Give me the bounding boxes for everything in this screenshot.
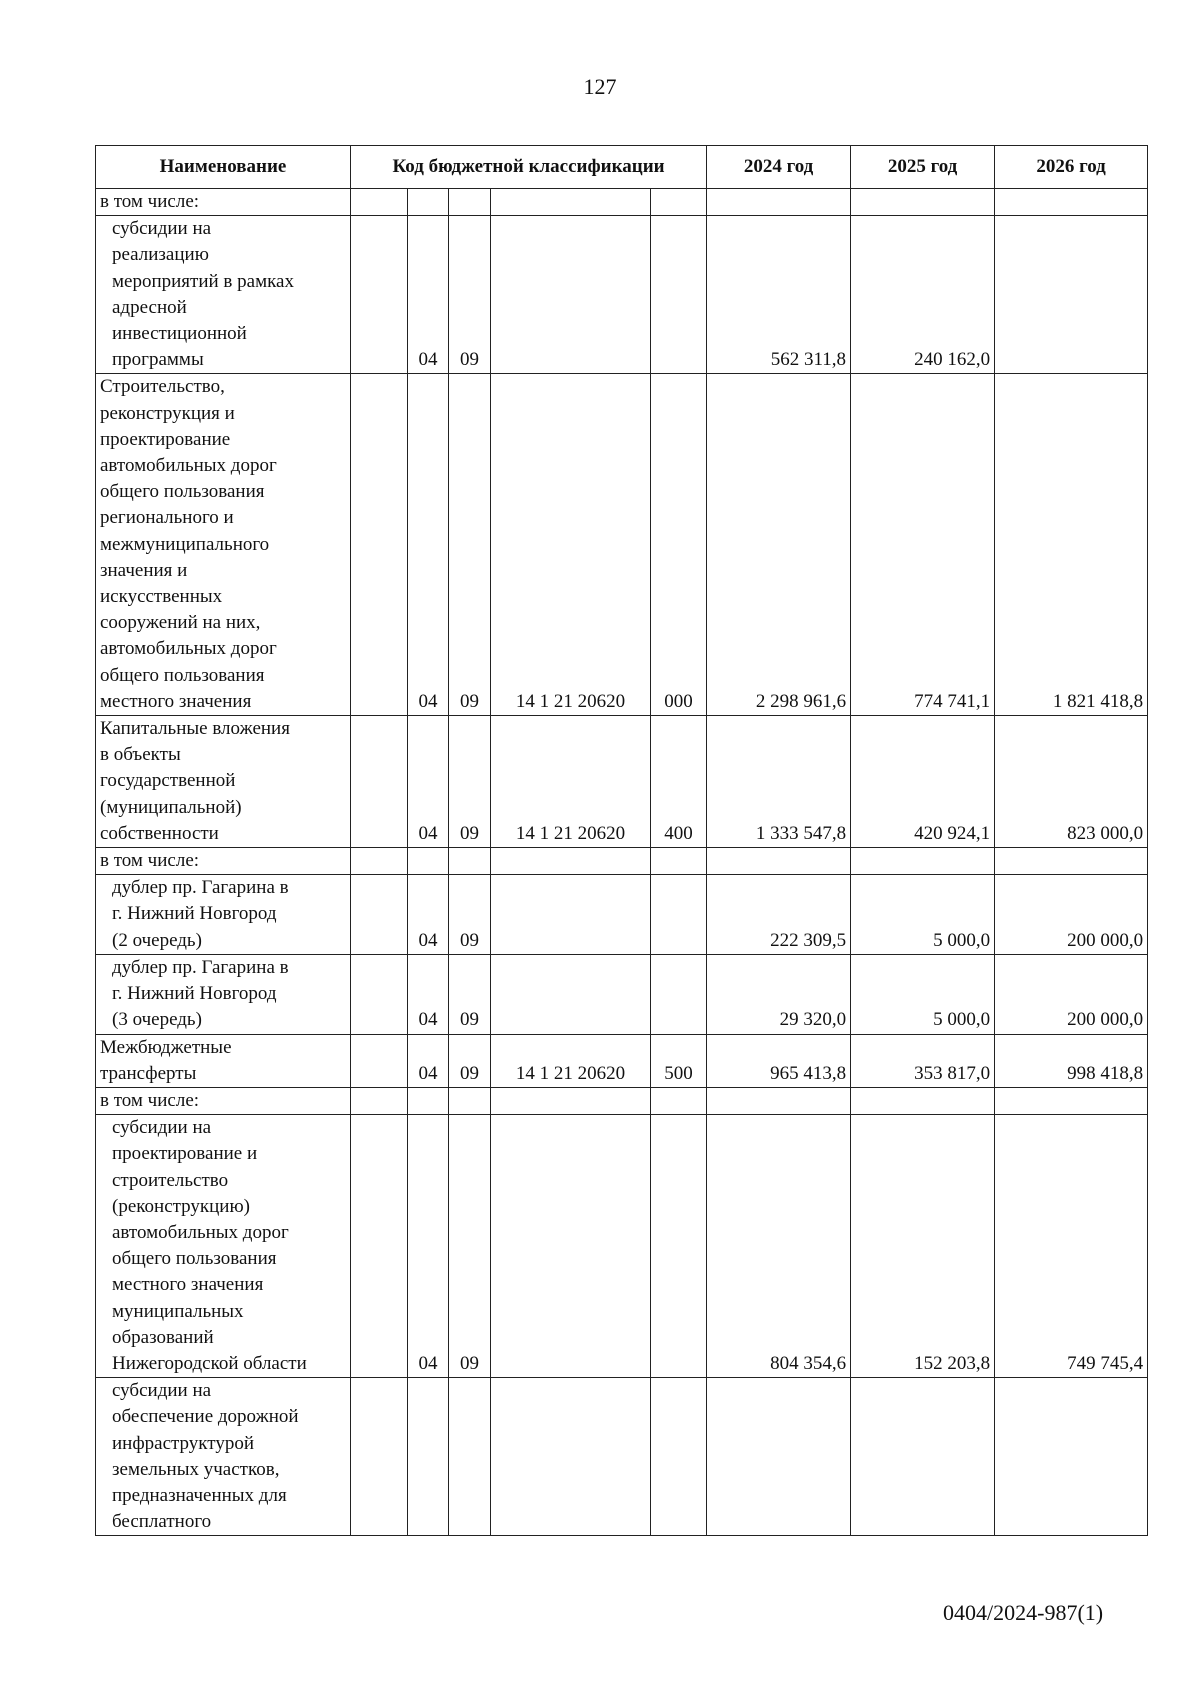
- value-2026: 1 821 418,8: [995, 374, 1148, 716]
- code-subsection: 09: [449, 1115, 491, 1378]
- code-target-article: [491, 1115, 651, 1378]
- value-2025: 5 000,0: [851, 875, 995, 955]
- code-expense-type: [651, 954, 707, 1034]
- code-section: 04: [408, 1034, 449, 1087]
- code-subsection: 09: [449, 875, 491, 955]
- code-expense-type: [651, 1115, 707, 1378]
- code-part-1: [351, 1087, 408, 1114]
- value-2024: [707, 1378, 851, 1536]
- value-2025: [851, 1378, 995, 1536]
- code-subsection: [449, 1378, 491, 1536]
- code-section: 04: [408, 954, 449, 1034]
- value-2025: 774 741,1: [851, 374, 995, 716]
- code-expense-type: [651, 1087, 707, 1114]
- code-subsection: 09: [449, 954, 491, 1034]
- code-part-1: [351, 1378, 408, 1536]
- value-2025: 152 203,8: [851, 1115, 995, 1378]
- code-part-1: [351, 716, 408, 848]
- code-section: 04: [408, 716, 449, 848]
- row-name: в том числе:: [96, 1087, 351, 1114]
- code-expense-type: [651, 216, 707, 374]
- value-2025: 420 924,1: [851, 716, 995, 848]
- value-2024: [707, 1087, 851, 1114]
- code-subsection: 09: [449, 216, 491, 374]
- value-2024: 29 320,0: [707, 954, 851, 1034]
- code-target-article: [491, 216, 651, 374]
- value-2026: [995, 848, 1148, 875]
- document-code: 0404/2024-987(1): [943, 1600, 1104, 1625]
- value-2026: 823 000,0: [995, 716, 1148, 848]
- table-header-row: [96, 146, 1148, 189]
- header-budget-code: Код бюджетной классификации: [351, 146, 707, 189]
- value-2025: [851, 189, 995, 216]
- code-part-1: [351, 954, 408, 1034]
- code-target-article: [491, 189, 651, 216]
- code-expense-type: 400: [651, 716, 707, 848]
- code-expense-type: [651, 1378, 707, 1536]
- code-subsection: 09: [449, 1034, 491, 1087]
- code-target-article: 14 1 21 20620: [491, 1034, 651, 1087]
- code-subsection: [449, 1087, 491, 1114]
- row-name: субсидии на реализацию мероприятий в рамках адресной инвестиционной программы: [96, 216, 351, 374]
- code-section: [408, 848, 449, 875]
- value-2024: 222 309,5: [707, 875, 851, 955]
- code-section: [408, 1378, 449, 1536]
- code-expense-type: [651, 875, 707, 955]
- table-row: [96, 1034, 1148, 1087]
- row-name: дублер пр. Гагарина в г. Нижний Новгород (2 очередь): [96, 875, 351, 955]
- code-expense-type: [651, 189, 707, 216]
- table-row: [96, 954, 1148, 1034]
- code-section: [408, 1087, 449, 1114]
- code-section: 04: [408, 875, 449, 955]
- value-2026: [995, 1087, 1148, 1114]
- row-name: дублер пр. Гагарина в г. Нижний Новгород (3 очередь): [96, 954, 351, 1034]
- code-section: [408, 189, 449, 216]
- value-2026: [995, 216, 1148, 374]
- code-target-article: [491, 848, 651, 875]
- value-2025: 353 817,0: [851, 1034, 995, 1087]
- code-part-1: [351, 875, 408, 955]
- code-part-1: [351, 189, 408, 216]
- code-subsection: 09: [449, 716, 491, 848]
- code-subsection: 09: [449, 374, 491, 716]
- code-part-1: [351, 1034, 408, 1087]
- value-2024: [707, 189, 851, 216]
- value-2025: 240 162,0: [851, 216, 995, 374]
- table-row: [96, 374, 1148, 716]
- code-expense-type: 000: [651, 374, 707, 716]
- code-part-1: [351, 216, 408, 374]
- header-2024: 2024 год: [707, 146, 851, 189]
- value-2024: 2 298 961,6: [707, 374, 851, 716]
- table-row: [96, 716, 1148, 848]
- header-name: Наименование: [96, 146, 351, 189]
- table-row: [96, 875, 1148, 955]
- code-expense-type: [651, 848, 707, 875]
- code-part-1: [351, 374, 408, 716]
- code-target-article: 14 1 21 20620: [491, 374, 651, 716]
- row-name: Строительство, реконструкция и проектирование автомобильных дорог общего пользования регионального и межмуниципального значения и искусственных сооружений на них, автомобильных дорог общего пользования местного значения: [96, 374, 351, 716]
- header-2025: 2025 год: [851, 146, 995, 189]
- row-name: в том числе:: [96, 189, 351, 216]
- code-subsection: [449, 189, 491, 216]
- table-row: [96, 189, 1148, 216]
- row-name: субсидии на обеспечение дорожной инфраструктурой земельных участков, предназначенных для бесплатного: [96, 1378, 351, 1536]
- code-target-article: [491, 1087, 651, 1114]
- row-name: Капитальные вложения в объекты государственной (муниципальной) собственности: [96, 716, 351, 848]
- code-part-1: [351, 848, 408, 875]
- code-target-article: [491, 954, 651, 1034]
- value-2024: 1 333 547,8: [707, 716, 851, 848]
- value-2026: [995, 1378, 1148, 1536]
- row-name: в том числе:: [96, 848, 351, 875]
- code-section: 04: [408, 1115, 449, 1378]
- value-2025: 5 000,0: [851, 954, 995, 1034]
- budget-table: [95, 145, 1148, 1536]
- value-2024: 804 354,6: [707, 1115, 851, 1378]
- value-2026: 998 418,8: [995, 1034, 1148, 1087]
- row-name: Межбюджетные трансферты: [96, 1034, 351, 1087]
- value-2025: [851, 848, 995, 875]
- table-body: [96, 189, 1148, 1536]
- code-target-article: [491, 875, 651, 955]
- table-row: [96, 1378, 1148, 1536]
- code-target-article: 14 1 21 20620: [491, 716, 651, 848]
- code-target-article: [491, 1378, 651, 1536]
- code-part-1: [351, 1115, 408, 1378]
- value-2026: 200 000,0: [995, 954, 1148, 1034]
- code-expense-type: 500: [651, 1034, 707, 1087]
- value-2024: 965 413,8: [707, 1034, 851, 1087]
- header-2026: 2026 год: [995, 146, 1148, 189]
- value-2024: [707, 848, 851, 875]
- page-number: 127: [583, 74, 617, 99]
- code-section: 04: [408, 216, 449, 374]
- code-section: 04: [408, 374, 449, 716]
- value-2026: 749 745,4: [995, 1115, 1148, 1378]
- table-row: [96, 216, 1148, 374]
- table-row: [96, 1115, 1148, 1378]
- code-subsection: [449, 848, 491, 875]
- table-row: [96, 1087, 1148, 1114]
- value-2026: 200 000,0: [995, 875, 1148, 955]
- row-name: субсидии на проектирование и строительство (реконструкцию) автомобильных дорог общего пользования местного значения муниципальных образований Нижегородской области: [96, 1115, 351, 1378]
- value-2026: [995, 189, 1148, 216]
- value-2024: 562 311,8: [707, 216, 851, 374]
- table-row: [96, 848, 1148, 875]
- value-2025: [851, 1087, 995, 1114]
